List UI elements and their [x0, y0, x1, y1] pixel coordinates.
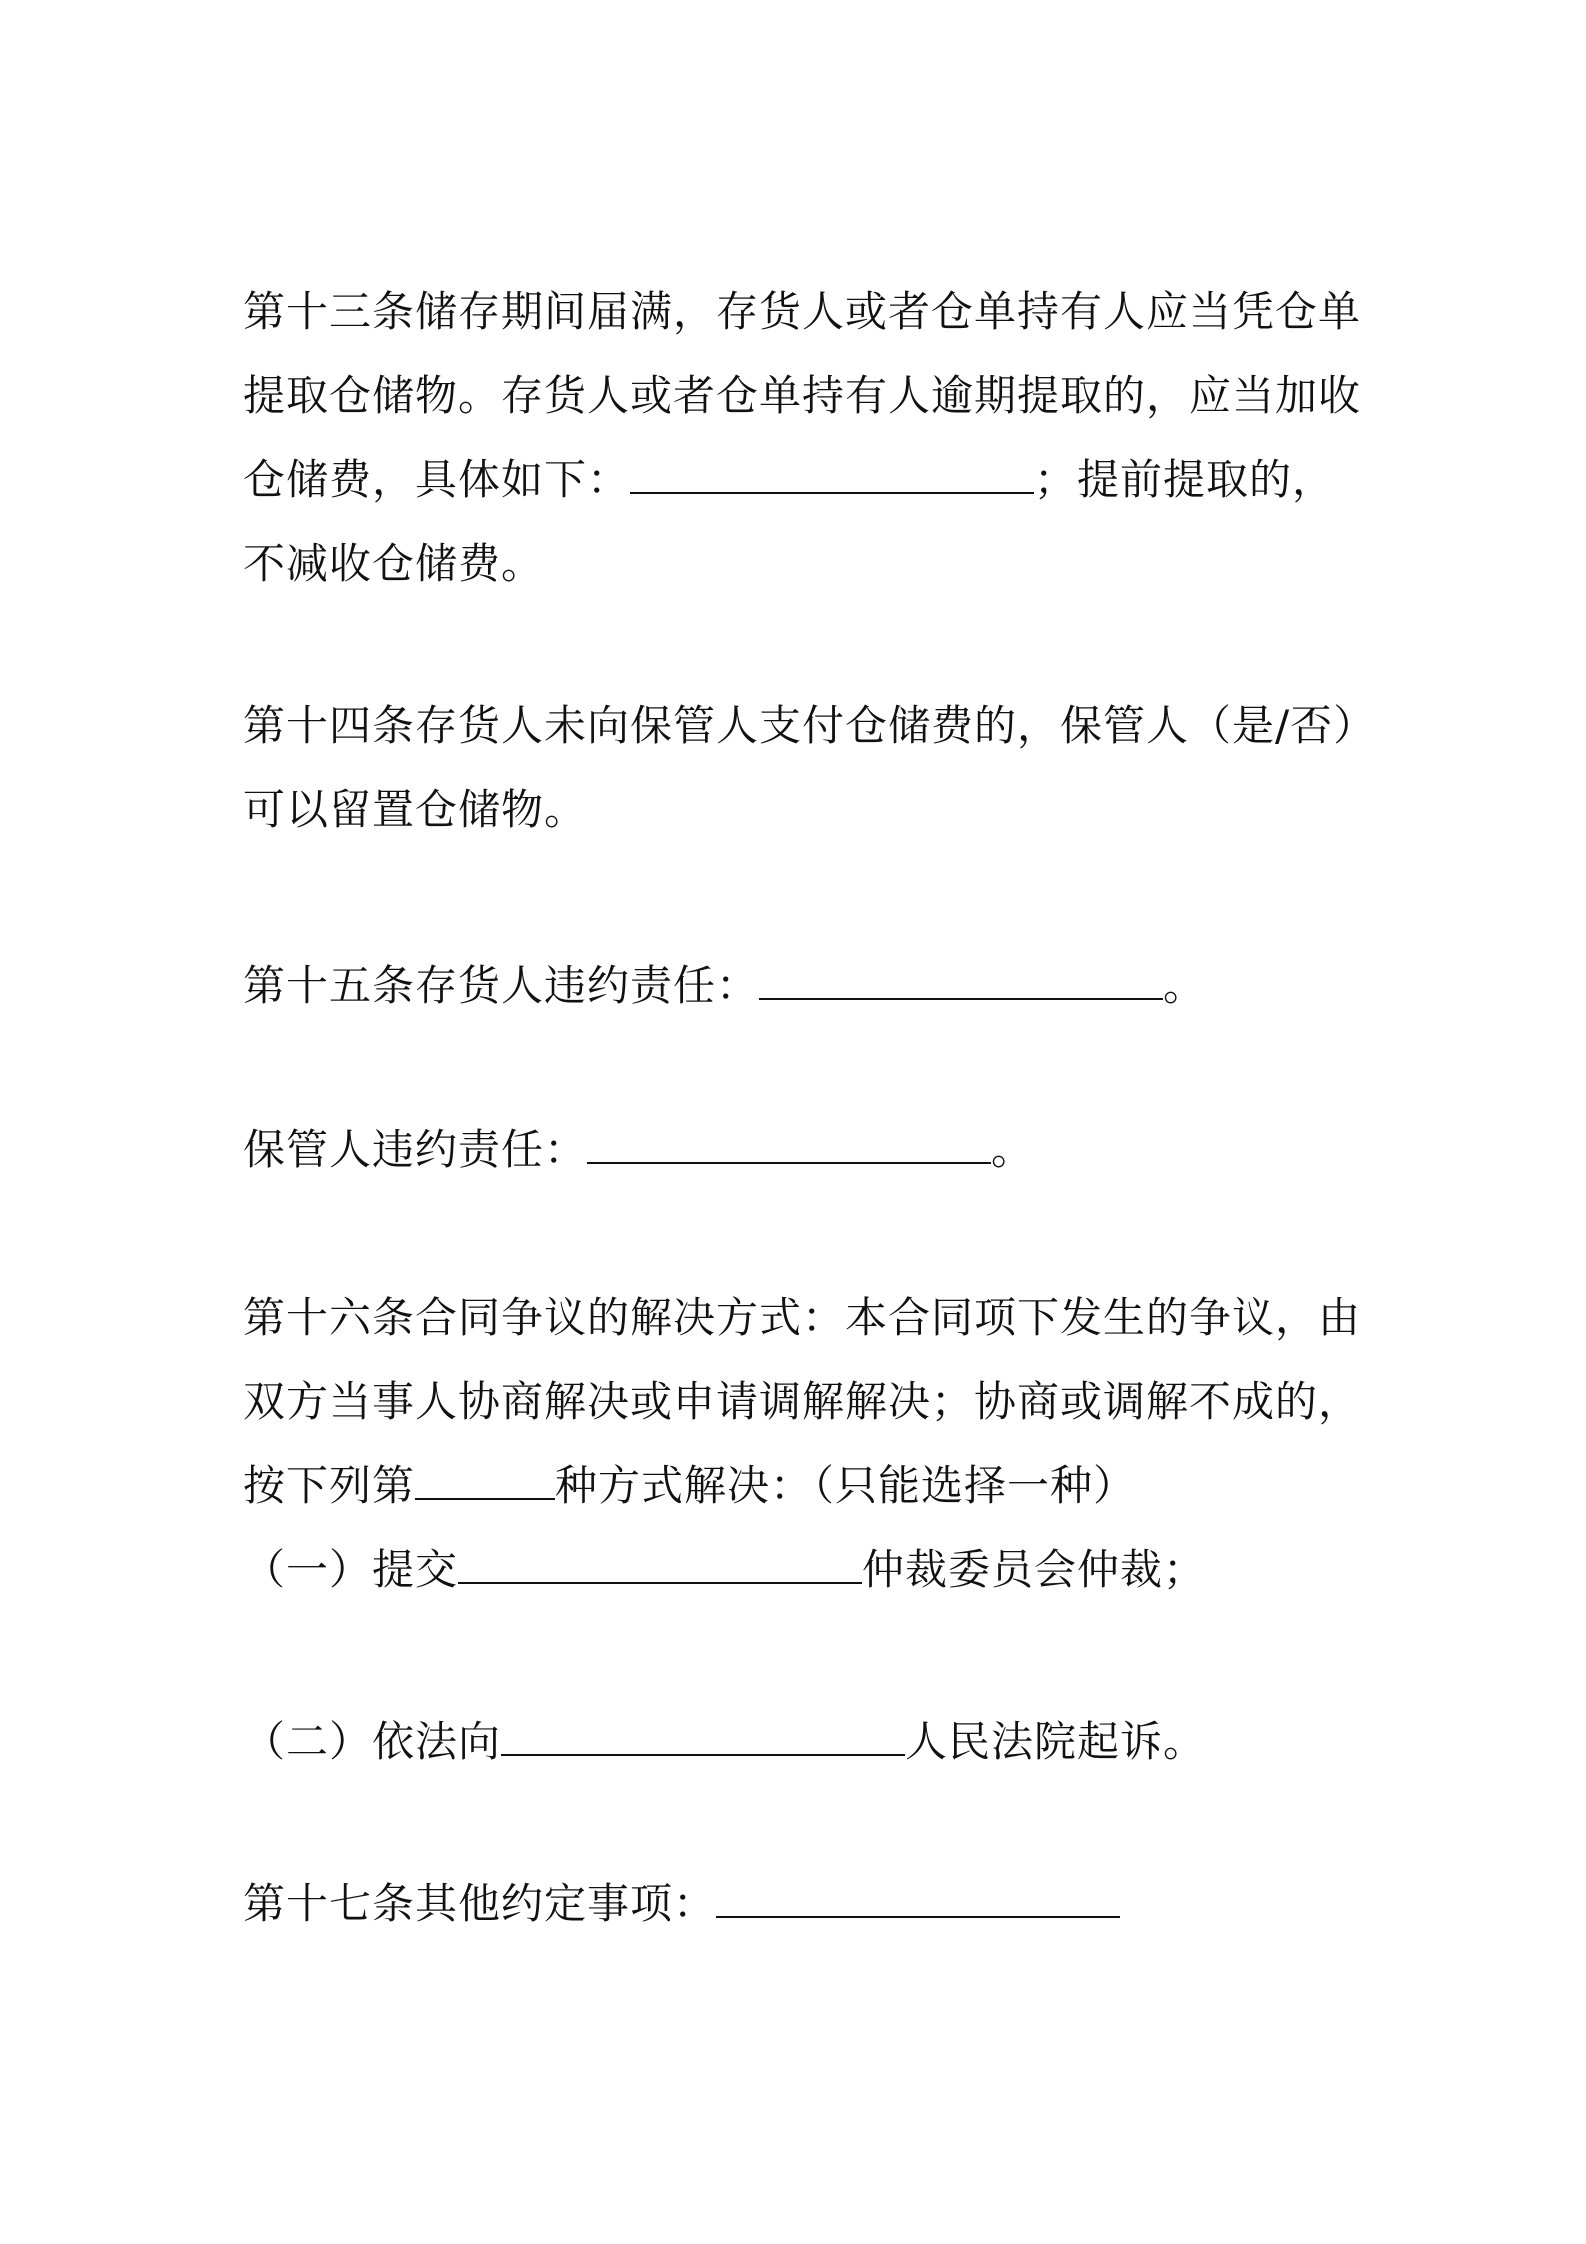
article16-line3-tail: 种方式解决：（只能选择一种）	[555, 1461, 1137, 1510]
storage-fee-blank[interactable]	[630, 452, 1034, 494]
article16-option2	[243, 1712, 1206, 1772]
depositor-liability-end: 。	[1163, 961, 1207, 1010]
keeper-liability-blank[interactable]	[587, 1122, 991, 1164]
article16-line1: 第十六条合同争议的解决方式：本合同项下发生的争议，由	[243, 1293, 1362, 1342]
article13-line2: 提取仓储物。存货人或者仓单持有人逾期提取的，应当加收	[243, 371, 1362, 420]
method-number-blank[interactable]	[415, 1458, 555, 1500]
article13-line1: 第十三条储存期间届满，存货人或者仓单持有人应当凭仓单	[243, 287, 1362, 336]
article16-line3	[243, 1456, 1136, 1516]
court-blank[interactable]	[501, 1714, 905, 1756]
other-matters-blank[interactable]	[716, 1876, 1120, 1918]
option1-text: （一）提交	[243, 1545, 459, 1594]
article16-line2: 双方当事人协商解决或申请调解解决；协商或调解不成的，	[243, 1377, 1362, 1426]
option1-tail: 仲裁委员会仲裁；	[862, 1545, 1207, 1594]
article16-line3-text: 按下列第	[243, 1461, 416, 1510]
option2-tail: 人民法院起诉。	[905, 1717, 1207, 1766]
article17-line	[243, 1874, 1120, 1934]
keeper-liability-end: 。	[991, 1125, 1035, 1174]
article15-keeper-line	[243, 1120, 1034, 1180]
article16-option1	[243, 1540, 1206, 1600]
article17-label: 第十七条其他约定事项：	[243, 1879, 717, 1928]
depositor-liability-label: 第十五条存货人违约责任：	[243, 961, 760, 1010]
arbitration-commission-blank[interactable]	[458, 1542, 862, 1584]
article14-line2: 可以留置仓储物。	[243, 785, 588, 834]
article13-line3-text: 仓储费，具体如下：	[243, 455, 631, 504]
article13-line4: 不减收仓储费。	[243, 539, 545, 588]
depositor-liability-blank[interactable]	[759, 958, 1163, 1000]
article14-line1: 第十四条存货人未向保管人支付仓储费的，保管人（是/否）	[243, 701, 1377, 750]
keeper-liability-label: 保管人违约责任：	[243, 1125, 588, 1174]
option2-text: （二）依法向	[243, 1717, 502, 1766]
article13-line3	[243, 450, 1335, 510]
article15-depositor-line	[243, 956, 1206, 1016]
article13-line3-tail: ；提前提取的，	[1034, 455, 1336, 504]
